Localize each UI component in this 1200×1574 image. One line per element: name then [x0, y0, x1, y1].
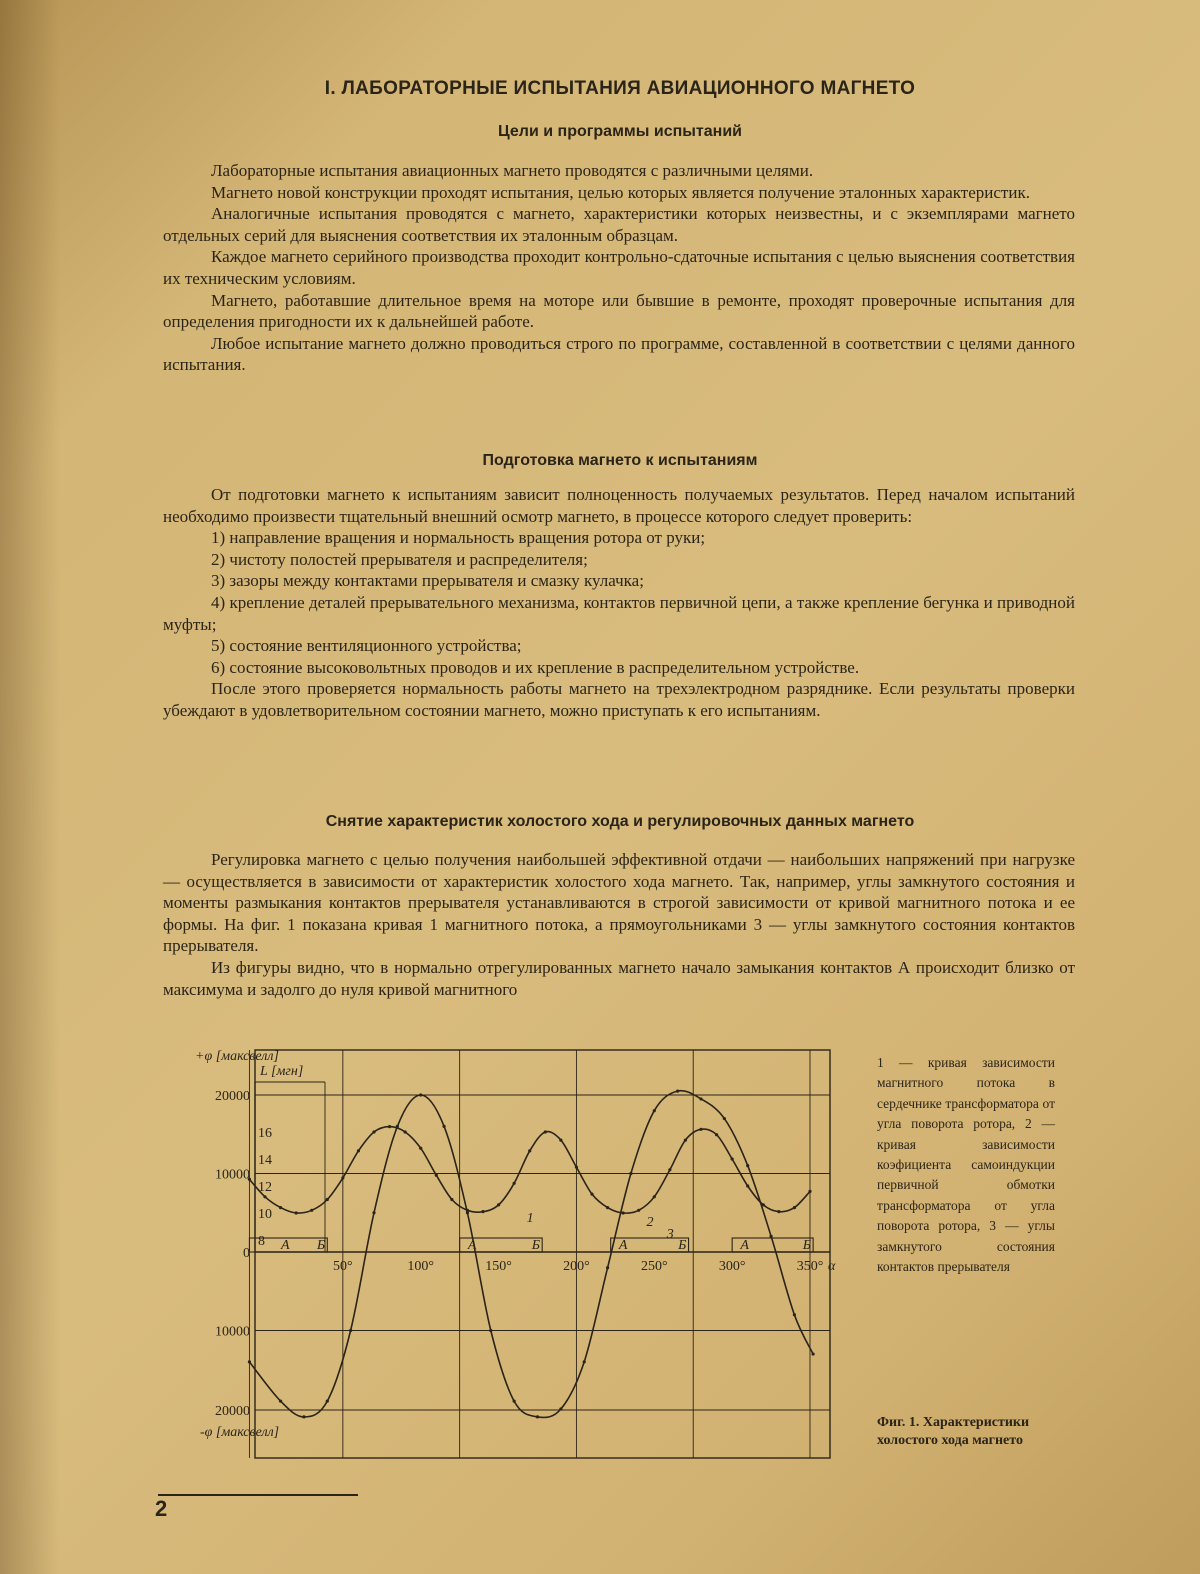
x-tick-label: 200° — [563, 1259, 590, 1274]
flux-curve-1 — [249, 1091, 813, 1418]
page-number-rule — [158, 1494, 358, 1496]
plot-frame — [255, 1050, 830, 1458]
paragraph: После этого проверяется нормальность работы магнето на трехэлектродном разряднике. Если результаты проверки убеждают в удовлетворительном состоянии магнето, можно приступать к его испытаниям. — [163, 679, 1075, 720]
list-item: 1) направление вращения и нормальность вращения ротора от руки; — [211, 528, 706, 548]
list-item: 5) состояние вентиляционного устройства; — [211, 636, 522, 656]
flux-point — [559, 1407, 562, 1410]
l-axis-label: L [мгн] — [260, 1064, 304, 1079]
contact-label: Б — [802, 1238, 812, 1253]
inductance-point — [575, 1166, 578, 1169]
paragraph: Аналогичные испытания проводятся с магнето, характеристики которых неизвестны, и с экземплярами магнето отдельных серий для выяснения соответствия их эталонным образцам. — [163, 204, 1075, 245]
paragraph: Лабораторные испытания авиационных магнето проводятся с различными целями. — [211, 161, 814, 180]
paragraph: Магнето, работавшие длительное время на моторе или бывшие в ремонте, проходят проверочные испытания для определения пригодности их к дальнейшей работе. — [163, 290, 1075, 332]
flux-point — [653, 1109, 656, 1112]
flux-point — [606, 1266, 609, 1269]
inductance-point — [622, 1211, 625, 1214]
section-goals-body — [163, 160, 1075, 376]
paragraph: Любое испытание магнето должно проводиться строго по программе, составленной в соответствии с целями данного испытания. — [163, 333, 1075, 375]
curve-label-1: 1 — [526, 1211, 534, 1226]
page-edge-shadow — [0, 0, 60, 1574]
flux-point — [513, 1400, 516, 1403]
x-tick-label: 350° — [796, 1259, 824, 1274]
flux-point — [583, 1360, 586, 1363]
flux-point — [793, 1313, 796, 1316]
contact-label: А — [740, 1238, 749, 1253]
figure-legend-caption: 1 — кривая зависимости магнитного потока в сердечнике трансформатора от угла поворота ротора, 2 — кривая зависимости коэфициента самоиндукции первичной обмотки трансформатора от угла поворота ротора, 3 — углы замкнутого состояния контактов прерывателя — [877, 1055, 1055, 1275]
inductance-point — [466, 1209, 469, 1212]
inductance-point — [326, 1198, 329, 1201]
flux-point — [326, 1400, 329, 1403]
section-characteristics-body — [163, 849, 1075, 1000]
section-preparation-body — [163, 484, 1075, 722]
inductance-point — [684, 1139, 687, 1142]
paragraph: Из фигуры видно, что в нормально отрегулированных магнето начало замыкания контактов А происходит близко от максимума и задолго до нуля кривой магнитного — [163, 957, 1075, 999]
contact-label: А — [467, 1238, 477, 1253]
flux-point — [629, 1172, 632, 1175]
paragraph: Каждое магнето серийного производства проходит контрольно-сдаточные испытания с целью выяснения соответствия их техническим условиям. — [163, 247, 1075, 288]
chart-grid — [249, 1050, 830, 1458]
flux-tick-label: 10000 — [215, 1167, 250, 1183]
flux-point — [723, 1117, 726, 1120]
contact-label: Б — [531, 1238, 541, 1253]
x-tick-label: 50° — [333, 1259, 353, 1274]
inductance-point — [497, 1203, 500, 1206]
y-axis-bottom-label: -φ [максвелл] — [200, 1425, 280, 1440]
inductance-point — [793, 1206, 796, 1209]
inductance-point — [279, 1206, 282, 1209]
contact-label: А — [618, 1238, 628, 1253]
paragraph: От подготовки магнето к испытаниям зависит полноценность получаемых результатов. Перед началом испытаний необходимо произвести тщательный внешний осмотр магнето, в процессе которого следует проверить: — [163, 485, 1075, 526]
flux-point — [419, 1093, 422, 1096]
curve-label-2: 2 — [646, 1215, 654, 1230]
l-tick-label: 16 — [258, 1126, 272, 1141]
section-heading-goals: Цели и программы испытаний — [498, 123, 742, 140]
figure-1-chart — [190, 1040, 850, 1470]
page-title: I. ЛАБОРАТОРНЫЕ ИСПЫТАНИЯ АВИАЦИОННОГО МАГНЕТО — [324, 78, 916, 99]
flux-point — [396, 1125, 399, 1128]
x-tick-label: 100° — [407, 1259, 435, 1274]
flux-tick-label: 20000 — [215, 1089, 250, 1104]
paragraph: Магнето новой конструкции проходят испытания, целью которых является получение эталонных характеристик. — [211, 182, 1030, 202]
flux-point — [248, 1360, 251, 1363]
flux-point — [349, 1329, 352, 1332]
flux-point — [769, 1235, 772, 1238]
chart-labels — [195, 1049, 836, 1440]
section-heading-characteristics: Снятие характеристик холостого хода и регулировочных данных магнето — [325, 813, 915, 830]
contact-label: А — [280, 1238, 290, 1253]
inductance-point — [699, 1128, 702, 1131]
flux-point — [442, 1125, 445, 1128]
inductance-point — [528, 1149, 531, 1152]
l-tick-label: 8 — [258, 1234, 265, 1249]
inductance-point — [263, 1195, 266, 1198]
inductance-point — [419, 1147, 422, 1150]
inductance-point — [372, 1130, 375, 1133]
inductance-curve-2 — [249, 1127, 810, 1214]
inductance-point — [310, 1209, 313, 1212]
inductance-point — [388, 1125, 391, 1128]
x-tick-label: 250° — [640, 1259, 668, 1274]
figure-caption: Фиг. 1. Характеристики холостого хода магнето — [877, 1415, 1030, 1448]
flux-point — [746, 1164, 749, 1167]
inductance-point — [435, 1174, 438, 1177]
contact-label: Б — [316, 1238, 326, 1253]
inductance-point — [450, 1198, 453, 1201]
list-item: 2) чистоту полостей прерывателя и распределителя; — [211, 549, 588, 569]
l-tick-label: 10 — [258, 1207, 272, 1222]
flux-tick-label: 0 — [243, 1246, 250, 1261]
inductance-point — [746, 1184, 749, 1187]
x-tick-label: 300° — [718, 1259, 746, 1274]
l-tick-label: 12 — [258, 1180, 272, 1195]
inductance-point — [357, 1149, 360, 1152]
inductance-point — [777, 1210, 780, 1213]
flux-tick-label: 20000 — [215, 1404, 250, 1419]
flux-point — [279, 1400, 282, 1403]
inductance-point — [762, 1203, 765, 1206]
inductance-point — [653, 1195, 656, 1198]
inductance-point — [668, 1168, 671, 1171]
contact-label: Б — [678, 1238, 687, 1253]
inductance-point — [715, 1133, 718, 1136]
paragraph: Регулировка магнето с целью получения наибольшей эффективной отдачи — наибольших напряжений при нагрузке — осуществляется в зависимости от характеристик холостого хода магнето. Так, например, углы замкнутого состояния и моменты размыкания контактов прерывателя устанавливаются в строгой зависимости от кривой магнитного потока и ее формы. На фиг. 1 показана кривая 1 магнитного потока, а прямоугольниками 3 — углы замкнутого состояния контактов прерывателя. — [163, 850, 1075, 956]
flux-tick-label: 10000 — [215, 1324, 250, 1340]
list-item: 4) крепление деталей прерывательного механизма, контактов первичной цепи, а также крепление бегунка и приводной муфты; — [163, 592, 1075, 634]
list-item: 6) состояние высоковольтных проводов и их крепление в распределительном устройстве. — [211, 657, 860, 677]
x-tick-label: 150° — [485, 1259, 512, 1274]
inductance-point — [404, 1130, 407, 1133]
x-axis-symbol: α — [828, 1259, 836, 1274]
flux-point — [699, 1097, 702, 1100]
l-tick-label: 14 — [258, 1153, 272, 1168]
inductance-point — [295, 1211, 298, 1214]
inductance-point — [544, 1130, 547, 1133]
curve-label-3: 3 — [666, 1227, 674, 1242]
inductance-point — [481, 1210, 484, 1213]
y-axis-top-label: +φ [максвелл] — [195, 1049, 279, 1064]
flux-point — [536, 1415, 539, 1418]
inductance-point — [731, 1157, 734, 1160]
inductance-point — [559, 1139, 562, 1142]
inductance-point — [808, 1190, 811, 1193]
inductance-point — [341, 1176, 344, 1179]
flux-point — [372, 1211, 375, 1214]
page-number: 2 — [155, 1496, 168, 1521]
section-heading-preparation: Подготовка магнето к испытаниям — [482, 452, 758, 469]
inductance-point — [606, 1206, 609, 1209]
flux-point — [489, 1329, 492, 1332]
inductance-point — [637, 1209, 640, 1212]
inductance-point — [590, 1193, 593, 1196]
flux-point — [812, 1352, 815, 1355]
flux-point — [302, 1415, 305, 1418]
inductance-point — [513, 1182, 516, 1185]
list-item: 3) зазоры между контактами прерывателя и смазку кулачка; — [211, 571, 644, 591]
chart-curves — [248, 1089, 815, 1418]
flux-point — [676, 1089, 679, 1092]
